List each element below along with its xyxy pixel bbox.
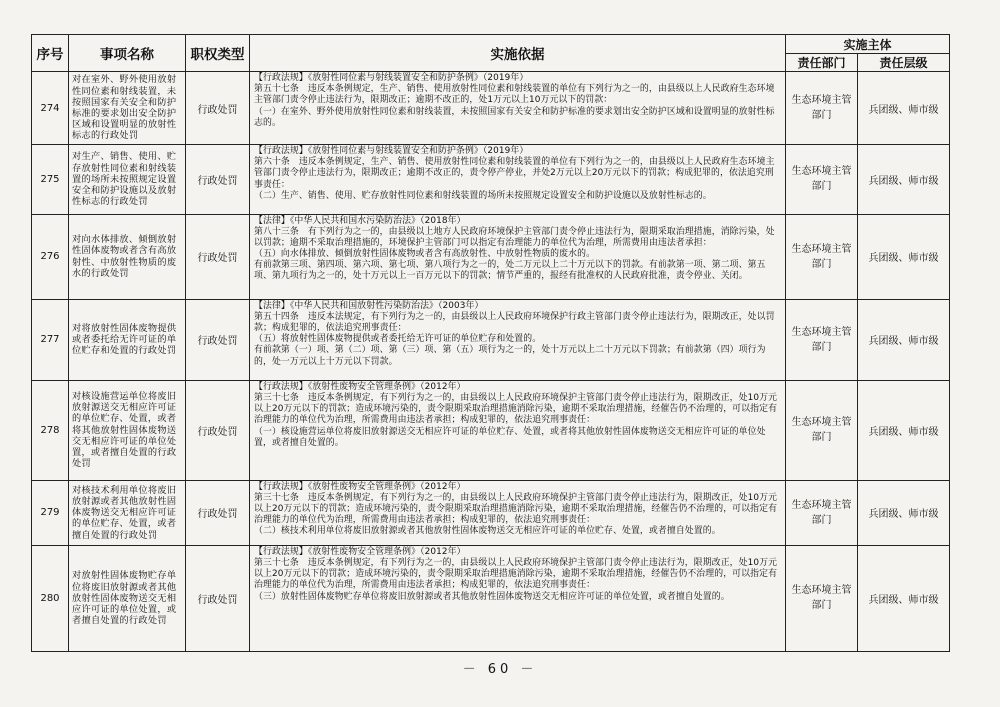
row-power-type: 行政处罚 (186, 380, 250, 480)
table-row (32, 214, 950, 299)
basis-line: 第六十条 违反本条例规定，生产、销售、使用放射性同位素和射线装置的单位有下列行为之一的，由县级以上人民政府生态环境主管部门责令停止违法行为，限期改正；逾期不改正的，责令停产停业，并处2万元以上20万元以下的罚款；构成犯罪的，依法追究刑事责任： (254, 157, 775, 190)
row-responsible-dept: 生态环境主管部门 (786, 380, 858, 480)
row-responsible-dept: 生态环境主管部门 (786, 299, 858, 380)
row-item-name: 对放射性固体废物贮存单位将废旧放射源或者其他放射性固体废物送交无相应许可证的单位处置，或者擅自处置的行政处罚 (69, 545, 186, 651)
row-power-type: 行政处罚 (186, 72, 250, 145)
row-responsible-level: 兵团级、师市级 (858, 72, 950, 145)
row-responsible-dept: 生态环境主管部门 (786, 480, 858, 545)
row-seq: 277 (32, 299, 69, 380)
row-item-name: 对在室外、野外使用放射性同位素和射线装置，未按照国家有关安全和防护标准的要求划出安全防护区域和设置明显的放射性标志的行政处罚 (69, 72, 186, 145)
row-responsible-level: 兵团级、师市级 (858, 145, 950, 215)
row-item-name: 对向水体排放、倾倒放射性固体废物或者含有高放射性、中放射性物质的废水的行政处罚 (69, 214, 186, 299)
basis-line: 【行政法规】《放射性废物安全管理条例》（2012年） (254, 381, 466, 392)
table-row (32, 299, 950, 380)
basis-line: （二）生产、销售、使用、贮存放射性同位素和射线装置的场所未按照规定设置安全和防护设施以及放射性标志的。 (254, 190, 712, 201)
row-responsible-level: 兵团级、师市级 (858, 480, 950, 545)
row-legal-basis (250, 480, 786, 545)
basis-line: 【法律】《中华人民共和国水污染防治法》（2018年） (254, 215, 466, 226)
header-level: 责任层级 (858, 54, 950, 72)
basis-line: 【法律】《中华人民共和国放射性污染防治法》（2003年） (254, 300, 484, 311)
header-basis: 实施依据 (250, 35, 786, 72)
row-legal-basis (250, 72, 786, 145)
header-seq: 序号 (32, 35, 69, 72)
row-power-type: 行政处罚 (186, 545, 250, 651)
row-legal-basis (250, 145, 786, 215)
basis-line: 第三十七条 违反本条例规定，有下列行为之一的，由县级以上人民政府环境保护主管部门责令停止违法行为，限期改正，处10万元以上20万元以下的罚款；造成环境污染的，责令限期采取治理措施消除污染，逾期不采取治理措施，经催告仍不治理的，可以指定有治理能力的单位代为治理，所需费用由违法者承担；构成犯罪的，依法追究刑事责任： (254, 492, 778, 526)
header-name: 事项名称 (69, 35, 186, 72)
header-type: 职权类型 (186, 35, 250, 72)
row-responsible-level: 兵团级、师市级 (858, 380, 950, 480)
row-legal-basis (250, 214, 786, 299)
header-dept: 责任部门 (786, 54, 858, 72)
row-item-name: 对生产、销售、使用、贮存放射性同位素和射线装置的场所未按照规定设置安全和防护设施以及放射性标志的行政处罚 (69, 145, 186, 215)
table-row (32, 145, 950, 215)
row-seq: 279 (32, 480, 69, 545)
row-power-type: 行政处罚 (186, 480, 250, 545)
row-seq: 275 (32, 145, 69, 215)
row-legal-basis (250, 545, 786, 651)
basis-line: 第八十三条 有下列行为之一的，由县级以上地方人民政府环境保护主管部门责令停止违法行为，限期采取治理措施，消除污染，处以罚款；逾期不采取治理措施的，环境保护主管部门可以指定有治理能力的单位代为治理，所需费用由违法者承担： (254, 226, 775, 248)
header-subject: 实施主体 (786, 35, 950, 54)
page-number: － 60 － (462, 662, 538, 677)
basis-line: 第三十七条 违反本条例规定，有下列行为之一的，由县级以上人民政府环境保护主管部门责令停止违法行为，限期改正，处10万元以上20万元以下的罚款；造成环境污染的，责令限期采取治理措施消除污染，逾期不采取治理措施，经催告仍不治理的，可以指定有治理能力的单位代为治理，所需费用由违法者承担；构成犯罪的，依法追究刑事责任： (254, 392, 778, 426)
basis-line: 第五十四条 违反本法规定，有下列行为之一的，由县级以上人民政府环境保护行政主管部门责令停止违法行为，限期改正，处以罚款；构成犯罪的，依法追究刑事责任： (254, 311, 775, 334)
table-row (32, 545, 950, 651)
table-row (32, 480, 950, 545)
basis-line: （三）放射性固体废物贮存单位将废旧放射源或者其他放射性固体废物送交无相应许可证的单位处置，或者擅自处置的。 (254, 591, 730, 602)
row-seq: 278 (32, 380, 69, 480)
row-item-name: 对将放射性固体废物提供或者委托给无许可证的单位贮存和处置的行政处罚 (69, 299, 186, 380)
row-responsible-dept: 生态环境主管部门 (786, 72, 858, 145)
basis-line: （五）向水体排放、倾倒放射性固体废物或者含有高放射性、中放射性物质的废水的。 (254, 249, 596, 260)
row-item-name: 对核技术利用单位将废旧放射源或者其他放射性固体废物送交无相应许可证的单位贮存、处置，或者擅自处置的行政处罚 (69, 480, 186, 545)
row-seq: 276 (32, 214, 69, 299)
enforcement-table (31, 34, 950, 652)
basis-line: 【行政法规】《放射性同位素与射线装置安全和防护条例》（2019年） (254, 73, 529, 83)
basis-line: 第三十七条 违反本条例规定，有下列行为之一的，由县级以上人民政府环境保护主管部门责令停止违法行为，限期改正，处10万元以上20万元以下的罚款；造成环境污染的，责令限期采取治理措施消除污染，逾期不采取治理措施，经催告仍不治理的，可以指定有治理能力的单位代为治理，所需费用由违法者承担；构成犯罪的，依法追究刑事责任： (254, 558, 778, 591)
row-power-type: 行政处罚 (186, 145, 250, 215)
basis-line: （二）核技术利用单位将废旧放射源或者其他放射性固体废物送交无相应许可证的单位贮存、处置，或者擅自处置的。 (254, 526, 721, 537)
row-legal-basis (250, 299, 786, 380)
row-responsible-level: 兵团级、师市级 (858, 299, 950, 380)
row-power-type: 行政处罚 (186, 299, 250, 380)
basis-line: 【行政法规】《放射性废物安全管理条例》（2012年） (254, 546, 466, 557)
basis-line: 有前款第三项、第四项、第六项、第七项、第八项行为之一的，处二万元以上二十万元以下的罚款。有前款第一项、第二项、第五项、第九项行为之一的，处十万元以上一百万元以下的罚款；情节严重的，报经有批准权的人民政府批准，责令停业、关闭。 (254, 260, 766, 282)
basis-line: 第五十七条 违反本条例规定，生产、销售、使用放射性同位素和射线装置的单位有下列行为之一的，由县级以上人民政府生态环境主管部门责令停止违法行为，限期改正；逾期不改正的，处1万元以上10万元以下的罚款： (254, 84, 775, 106)
basis-line: 有前款第（一）项、第（二）项、第（三）项、第（五）项行为之一的，处十万元以上二十万元以下罚款；有前款第（四）项行为的，处一万元以上十万元以下罚款。 (254, 345, 766, 367)
table-row (32, 72, 950, 145)
row-responsible-dept: 生态环境主管部门 (786, 545, 858, 651)
basis-line: 【行政法规】《放射性废物安全管理条例》（2012年） (254, 481, 466, 492)
row-responsible-dept: 生态环境主管部门 (786, 214, 858, 299)
row-power-type: 行政处罚 (186, 214, 250, 299)
row-legal-basis (250, 380, 786, 480)
row-item-name: 对核设施营运单位将废旧放射源送交无相应许可证的单位贮存、处置，或者将其他放射性固体废物送交无相应许可证的单位处置，或者擅自处置的行政处罚 (69, 380, 186, 480)
row-responsible-level: 兵团级、师市级 (858, 214, 950, 299)
row-responsible-dept: 生态环境主管部门 (786, 145, 858, 215)
basis-line: （五）将放射性固体废物提供或者委托给无许可证的单位贮存和处置的。 (254, 334, 542, 345)
basis-line: 【行政法规】《放射性同位素与射线装置安全和防护条例》（2019年） (254, 146, 529, 157)
row-seq: 274 (32, 72, 69, 145)
basis-line: （一）核设施营运单位将废旧放射源送交无相应许可证的单位贮存、处置，或者将其他放射性固体废物送交无相应许可证的单位处置，或者擅自处置的。 (254, 426, 766, 448)
row-responsible-level: 兵团级、师市级 (858, 545, 950, 651)
table-row (32, 380, 950, 480)
row-seq: 280 (32, 545, 69, 651)
basis-line: （一）在室外、野外使用放射性同位素和射线装置，未按照国家有关安全和防护标准的要求划出安全防护区域和设置明显的放射性标志的。 (254, 106, 775, 128)
